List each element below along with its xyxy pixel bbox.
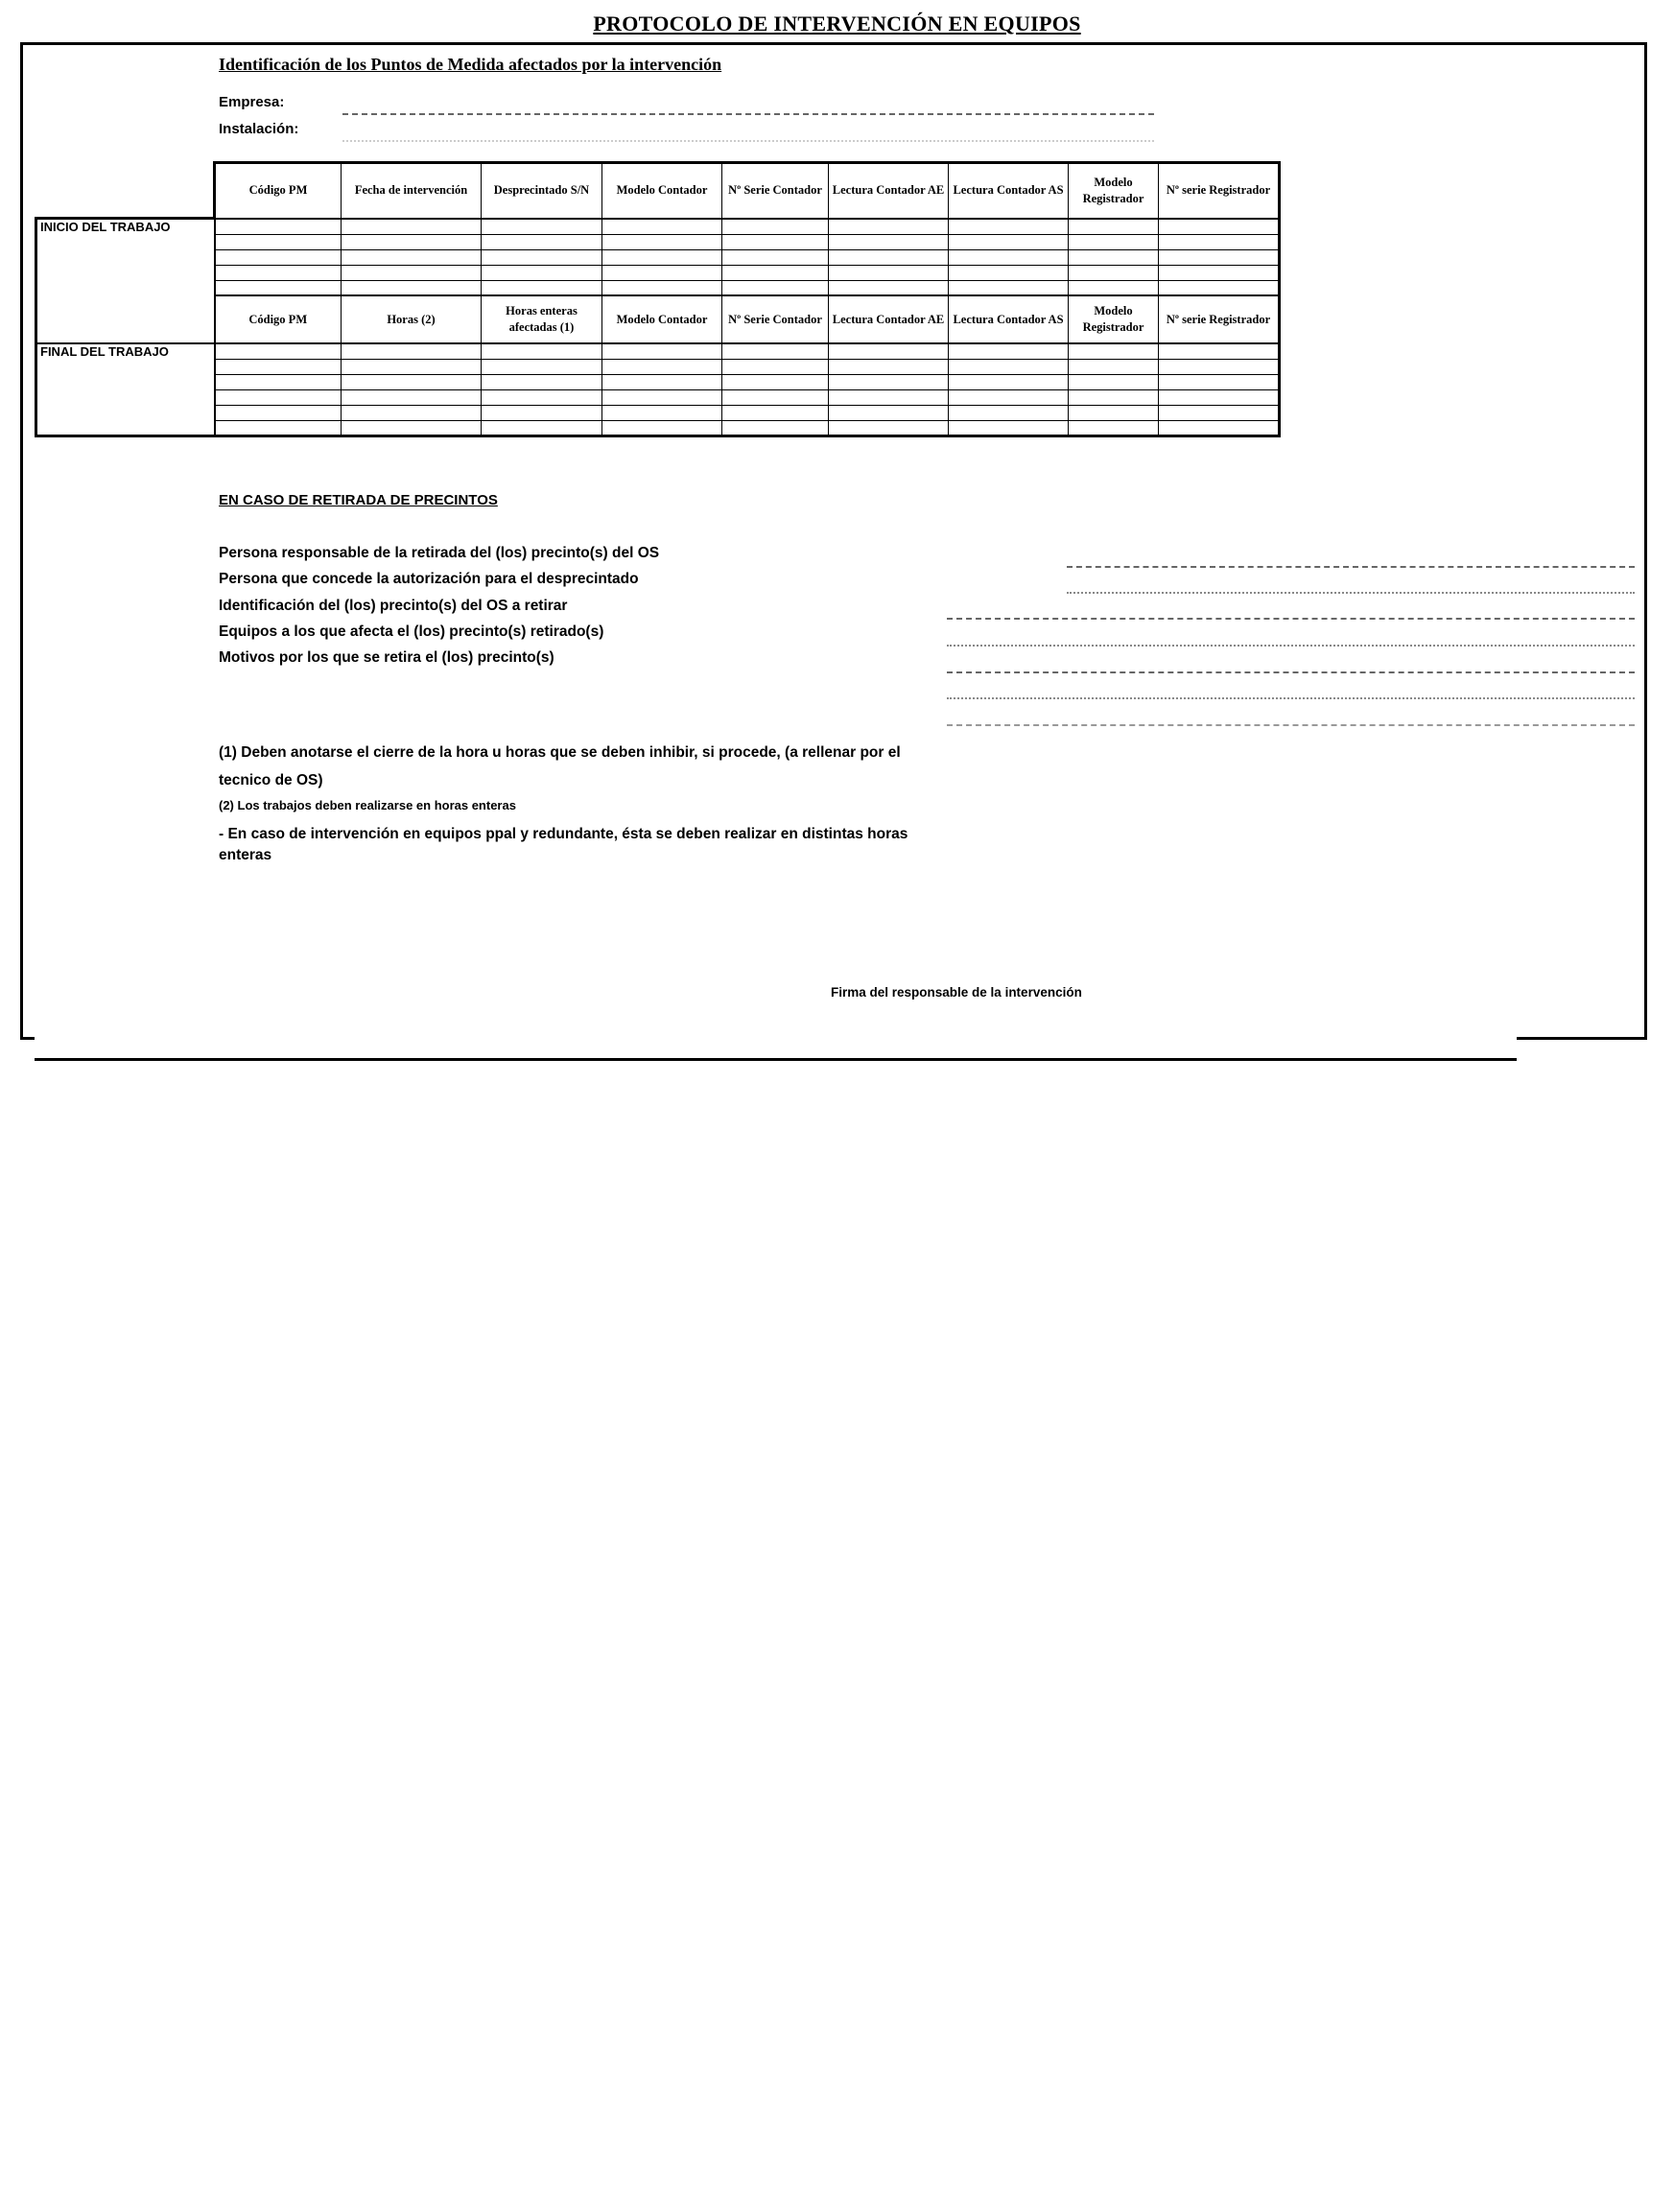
table-cell[interactable] bbox=[1069, 405, 1159, 420]
empresa-input-line[interactable] bbox=[342, 113, 1154, 115]
motivos-input-line-1[interactable] bbox=[947, 671, 1635, 673]
table-cell[interactable] bbox=[1159, 343, 1280, 359]
table-cell[interactable] bbox=[1159, 359, 1280, 374]
header-cell: Horas (2) bbox=[342, 295, 482, 343]
table-cell[interactable] bbox=[829, 405, 949, 420]
table-cell[interactable] bbox=[215, 249, 342, 265]
table-cell[interactable] bbox=[215, 405, 342, 420]
instalacion-label: Instalación: bbox=[219, 121, 299, 137]
header-cell: Lectura Contador AE bbox=[829, 295, 949, 343]
table-cell[interactable] bbox=[482, 280, 602, 295]
document-title: PROTOCOLO DE INTERVENCIÓN EN EQUIPOS bbox=[593, 12, 1081, 35]
table-row bbox=[36, 374, 1280, 389]
motivos-input-line-3[interactable] bbox=[947, 724, 1635, 726]
equipos-label: Equipos a los que afecta el (los) precinto(s) retirado(s) bbox=[219, 624, 604, 640]
table-cell[interactable] bbox=[829, 343, 949, 359]
header-cell: Modelo Contador bbox=[602, 163, 722, 219]
table-row bbox=[36, 420, 1280, 435]
section-subtitle: Identificación de los Puntos de Medida afectados por la intervención bbox=[219, 55, 722, 74]
table-cell[interactable] bbox=[602, 234, 722, 249]
table-cell[interactable] bbox=[342, 249, 482, 265]
signature-label: Firma del responsable de la intervención bbox=[831, 985, 1082, 1000]
header-cell: Desprecintado S/N bbox=[482, 163, 602, 219]
table-cell[interactable] bbox=[1069, 265, 1159, 280]
header-cell: Modelo Registrador bbox=[1069, 295, 1159, 343]
header-cell: Nº Serie Contador bbox=[722, 163, 829, 219]
table-cell[interactable] bbox=[602, 219, 722, 235]
header-cell: Código PM bbox=[215, 163, 342, 219]
table-cell[interactable] bbox=[342, 265, 482, 280]
frame-gap bbox=[35, 1036, 1517, 1044]
table-row bbox=[36, 359, 1280, 374]
table-cell[interactable] bbox=[1159, 249, 1280, 265]
table-cell[interactable] bbox=[829, 359, 949, 374]
identificacion-label: Identificación del (los) precinto(s) del OS a retirar bbox=[219, 598, 568, 614]
note-2: (2) Los trabajos deben realizarse en horas enteras bbox=[219, 798, 516, 812]
label-spacer bbox=[36, 234, 215, 343]
table-cell[interactable] bbox=[1159, 420, 1280, 435]
label-spacer bbox=[36, 359, 215, 435]
table-cell[interactable] bbox=[602, 359, 722, 374]
table-cell[interactable] bbox=[1069, 343, 1159, 359]
inicio-header-row bbox=[36, 163, 1280, 219]
table-cell[interactable] bbox=[602, 343, 722, 359]
table-cell[interactable] bbox=[215, 374, 342, 389]
table-cell[interactable] bbox=[1069, 219, 1159, 235]
table-cell[interactable] bbox=[482, 389, 602, 405]
table-cell[interactable] bbox=[602, 280, 722, 295]
responsable-input-line[interactable] bbox=[1067, 566, 1635, 568]
table-cell[interactable] bbox=[215, 420, 342, 435]
note-3-line-1: - En caso de intervención en equipos ppal y redundante, ésta se deben realizar en distintas horas bbox=[219, 826, 908, 842]
table-cell[interactable] bbox=[722, 265, 829, 280]
table-cell[interactable] bbox=[722, 405, 829, 420]
header-cell: Nº Serie Contador bbox=[722, 295, 829, 343]
table-cell[interactable] bbox=[949, 374, 1069, 389]
bottom-rule bbox=[35, 1058, 1517, 1061]
table-cell[interactable] bbox=[722, 389, 829, 405]
table-cell[interactable] bbox=[342, 343, 482, 359]
table-cell[interactable] bbox=[829, 219, 949, 235]
table-cell[interactable] bbox=[949, 389, 1069, 405]
table-cell[interactable] bbox=[949, 234, 1069, 249]
table-cell[interactable] bbox=[602, 405, 722, 420]
table-cell[interactable] bbox=[949, 249, 1069, 265]
table-cell[interactable] bbox=[1069, 359, 1159, 374]
table-cell[interactable] bbox=[602, 249, 722, 265]
table-row bbox=[36, 405, 1280, 420]
table-cell[interactable] bbox=[949, 343, 1069, 359]
header-cell: Modelo Contador bbox=[602, 295, 722, 343]
table-row bbox=[36, 343, 1280, 359]
table-cell[interactable] bbox=[482, 420, 602, 435]
table-cell[interactable] bbox=[829, 389, 949, 405]
table-row bbox=[36, 265, 1280, 280]
table-cell[interactable] bbox=[829, 374, 949, 389]
table-cell[interactable] bbox=[949, 420, 1069, 435]
header-cell: Código PM bbox=[215, 295, 342, 343]
table-cell[interactable] bbox=[482, 405, 602, 420]
table-cell[interactable] bbox=[949, 219, 1069, 235]
autorizacion-input-line[interactable] bbox=[1067, 592, 1635, 594]
equipos-input-line[interactable] bbox=[947, 645, 1635, 647]
header-cell: Horas enteras afectadas (1) bbox=[482, 295, 602, 343]
table-cell[interactable] bbox=[342, 219, 482, 235]
final-label: FINAL DEL TRABAJO bbox=[36, 343, 215, 359]
header-cell: Nº serie Registrador bbox=[1159, 163, 1280, 219]
table-cell[interactable] bbox=[342, 280, 482, 295]
table-cell[interactable] bbox=[482, 359, 602, 374]
table-cell[interactable] bbox=[342, 420, 482, 435]
responsable-label: Persona responsable de la retirada del (los) precinto(s) del OS bbox=[219, 545, 660, 561]
table-cell[interactable] bbox=[829, 420, 949, 435]
table-row bbox=[36, 280, 1280, 295]
instalacion-input-line[interactable] bbox=[342, 140, 1154, 142]
table-cell[interactable] bbox=[215, 389, 342, 405]
table-cell[interactable] bbox=[482, 265, 602, 280]
table-cell[interactable] bbox=[722, 420, 829, 435]
autorizacion-label: Persona que concede la autorización para el desprecintado bbox=[219, 571, 639, 587]
empresa-label: Empresa: bbox=[219, 94, 285, 110]
table-cell[interactable] bbox=[1069, 280, 1159, 295]
table-cell[interactable] bbox=[722, 280, 829, 295]
table-cell[interactable] bbox=[482, 234, 602, 249]
table-cell[interactable] bbox=[1069, 420, 1159, 435]
table-cell[interactable] bbox=[215, 280, 342, 295]
header-cell: Lectura Contador AS bbox=[949, 163, 1069, 219]
points-table bbox=[35, 161, 1281, 437]
table-cell[interactable] bbox=[949, 359, 1069, 374]
table-cell[interactable] bbox=[602, 265, 722, 280]
table-cell[interactable] bbox=[482, 374, 602, 389]
table-cell[interactable] bbox=[482, 219, 602, 235]
header-cell: Lectura Contador AS bbox=[949, 295, 1069, 343]
table-cell[interactable] bbox=[342, 405, 482, 420]
table-cell[interactable] bbox=[482, 343, 602, 359]
table-cell[interactable] bbox=[722, 234, 829, 249]
table-cell[interactable] bbox=[602, 420, 722, 435]
header-cell: Modelo Registrador bbox=[1069, 163, 1159, 219]
note-3-line-2: enteras bbox=[219, 847, 272, 863]
table-cell[interactable] bbox=[342, 374, 482, 389]
table-cell[interactable] bbox=[829, 234, 949, 249]
table-cell[interactable] bbox=[342, 359, 482, 374]
table-row bbox=[36, 249, 1280, 265]
table-cell[interactable] bbox=[722, 249, 829, 265]
table-cell[interactable] bbox=[829, 280, 949, 295]
header-cell: Fecha de intervención bbox=[342, 163, 482, 219]
table-cell[interactable] bbox=[1159, 219, 1280, 235]
identificacion-input-line[interactable] bbox=[947, 618, 1635, 620]
table-row bbox=[36, 389, 1280, 405]
table-cell[interactable] bbox=[215, 265, 342, 280]
table-cell[interactable] bbox=[1159, 389, 1280, 405]
table-cell[interactable] bbox=[829, 249, 949, 265]
table-cell[interactable] bbox=[215, 234, 342, 249]
table-cell[interactable] bbox=[342, 234, 482, 249]
table-cell[interactable] bbox=[215, 219, 342, 235]
precintos-section-title: EN CASO DE RETIRADA DE PRECINTOS bbox=[219, 492, 498, 508]
table-row bbox=[36, 234, 1280, 249]
table-cell[interactable] bbox=[1069, 249, 1159, 265]
header-cell: Nº serie Registrador bbox=[1159, 295, 1280, 343]
table-row bbox=[36, 219, 1280, 235]
table-cell[interactable] bbox=[1159, 405, 1280, 420]
table-cell[interactable] bbox=[722, 374, 829, 389]
table-cell[interactable] bbox=[1159, 265, 1280, 280]
final-header-row bbox=[36, 295, 1280, 343]
table-cell[interactable] bbox=[1159, 234, 1280, 249]
motivos-input-line-2[interactable] bbox=[947, 697, 1635, 699]
table-cell[interactable] bbox=[829, 265, 949, 280]
motivos-label: Motivos por los que se retira el (los) precinto(s) bbox=[219, 649, 554, 666]
table-cell[interactable] bbox=[1159, 280, 1280, 295]
table-cell[interactable] bbox=[722, 359, 829, 374]
table-cell[interactable] bbox=[342, 389, 482, 405]
table-cell[interactable] bbox=[1069, 389, 1159, 405]
header-cell: Lectura Contador AE bbox=[829, 163, 949, 219]
table-cell[interactable] bbox=[482, 249, 602, 265]
table-cell[interactable] bbox=[722, 343, 829, 359]
note-1-line-2: tecnico de OS) bbox=[219, 772, 323, 788]
note-1-line-1: (1) Deben anotarse el cierre de la hora u horas que se deben inhibir, si procede, (a rellenar por el bbox=[219, 744, 901, 761]
table-cell[interactable] bbox=[215, 359, 342, 374]
table-cell[interactable] bbox=[949, 405, 1069, 420]
table-cell[interactable] bbox=[1069, 374, 1159, 389]
table-cell[interactable] bbox=[949, 280, 1069, 295]
inicio-label: INICIO DEL TRABAJO bbox=[36, 219, 215, 235]
table-cell[interactable] bbox=[1069, 234, 1159, 249]
table-cell[interactable] bbox=[602, 389, 722, 405]
blank-cell bbox=[36, 163, 215, 219]
table-cell[interactable] bbox=[215, 343, 342, 359]
table-cell[interactable] bbox=[1159, 374, 1280, 389]
table-cell[interactable] bbox=[722, 219, 829, 235]
table-cell[interactable] bbox=[949, 265, 1069, 280]
table-cell[interactable] bbox=[602, 374, 722, 389]
